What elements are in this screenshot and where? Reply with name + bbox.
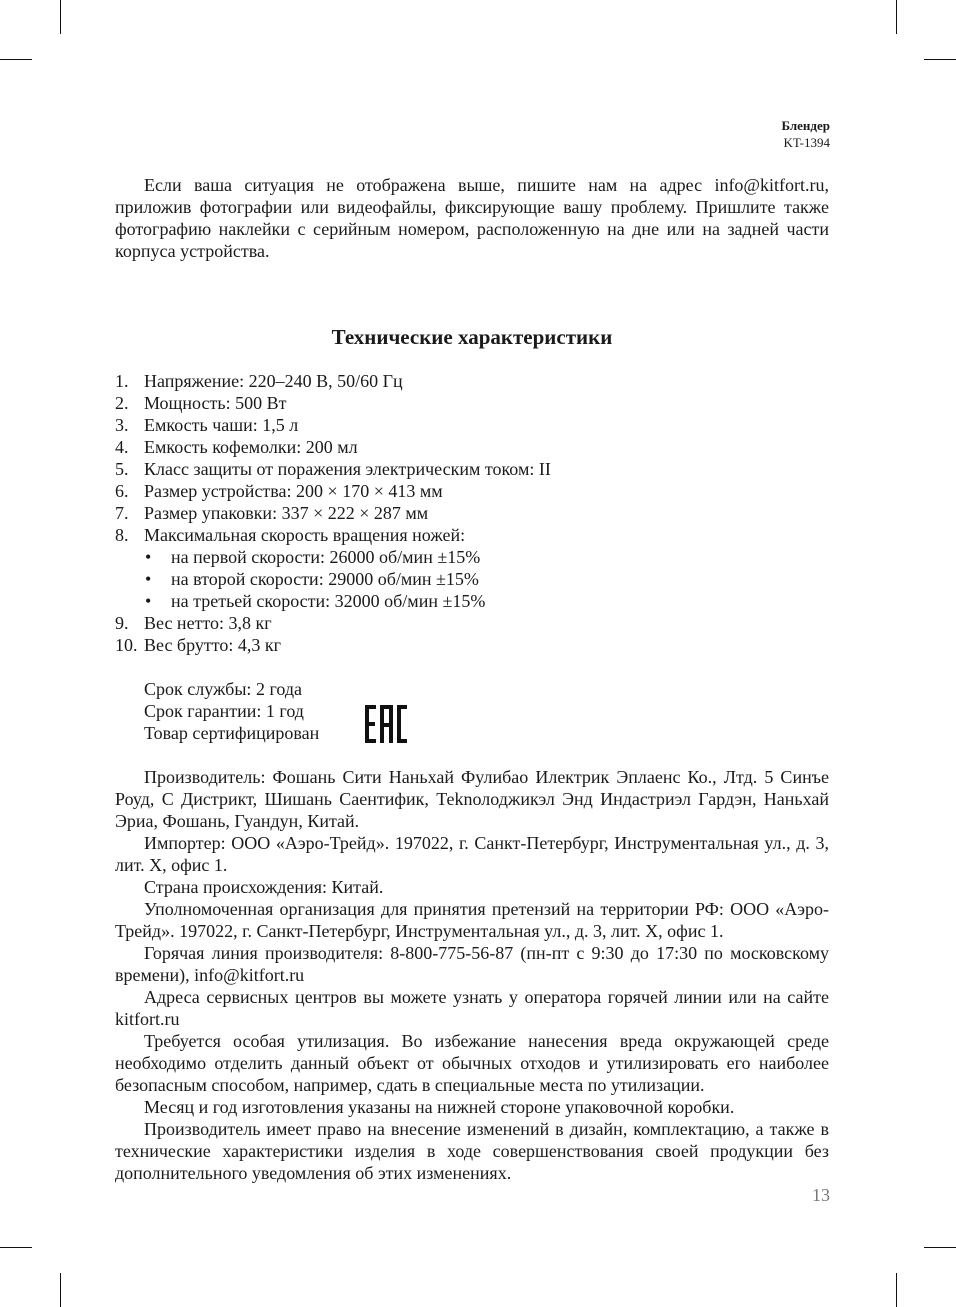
service-life: Срок службы: 2 года — [144, 679, 303, 699]
crop-mark — [896, 0, 897, 34]
claims-paragraph: Уполномоченная организация для принятия претензий на территории РФ: ООО «Аэро-Трейд». 197022, г. Санкт-Петербург, Инструментальная ул., д. 3, лит. Х, офис 1. — [115, 899, 829, 941]
warranty-period: Срок гарантии: 1 год — [144, 701, 304, 721]
origin-paragraph: Страна происхождения: Китай. — [144, 877, 384, 897]
service-centers-paragraph: Адреса сервисных центров вы можете узнать у оператора горячей линии или на сайте kitfort.ru — [115, 987, 829, 1029]
legal-section — [115, 766, 829, 1184]
crop-mark — [924, 59, 956, 60]
spec-item: 2. Мощность: 500 Вт — [115, 393, 287, 413]
speed-item: • на третьей скорости: 32000 об/мин ±15% — [145, 591, 486, 611]
crop-mark — [0, 59, 32, 60]
spec-item: 4. Емкость кофемолки: 200 мл — [115, 437, 358, 457]
speed-list — [115, 546, 829, 612]
speed-item: • на второй скорости: 29000 об/мин ±15% — [145, 569, 479, 589]
intro-paragraph: Если ваша ситуация не отображена выше, пишите нам на адрес info@kitfort.ru, приложив фотографии или видеофайлы, фиксирующие вашу проблему. Пришлите также фотографию наклейки с серийным номером, расположенную на дне или на задней части корпуса устройства. — [115, 175, 829, 261]
spec-item: 3. Емкость чаши: 1,5 л — [115, 415, 299, 435]
header-model: KT-1394 — [783, 135, 830, 150]
spec-item: 10. Вес брутто: 4,3 кг — [115, 635, 281, 655]
intro-section — [115, 174, 829, 262]
hotline-paragraph: Горячая линия производителя: 8-800-775-56-87 (пн-пт с 9:30 до 17:30 по московскому времени), info@kitfort.ru — [115, 943, 829, 985]
spec-item: 7. Размер упаковки: 337 × 222 × 287 мм — [115, 503, 429, 523]
crop-mark — [0, 1247, 32, 1248]
manufacturer-paragraph: Производитель: Фошань Сити Наньхай Фулибао Илектрик Эплаенс Ко., Лтд. 5 Синъе Роуд, С Дистрикт, Шишань Саентифик, Теknолоджикэл Энд Индастриэл Гардэн, Наньхай Эриа, Фошань, Гуандун, Китай. — [115, 767, 829, 831]
service-info — [115, 678, 858, 744]
specs-title: Технические характеристики — [331, 325, 613, 349]
page-number: 13 — [812, 1185, 830, 1205]
certified-text: Товар сертифицирован — [144, 723, 320, 743]
disposal-paragraph: Требуется особая утилизация. Во избежание нанесения вреда окружающей среде необходимо отделить данный объект от обычных отходов и утилизировать его наиболее безопасным способом, например, сдать в специальные места по утилизации. — [115, 1031, 829, 1095]
crop-mark — [60, 1273, 61, 1307]
changes-paragraph: Производитель имеет право на внесение изменений в дизайн, комплектацию, а также в технические характеристики изделия в ходе совершенствования своей продукции без дополнительного уведомления об этих изменениях. — [115, 1119, 829, 1183]
running-header — [781, 117, 830, 151]
spec-item: 9. Вес нетто: 3,8 кг — [115, 613, 272, 633]
spec-item: 6. Размер устройства: 200 × 170 × 413 мм — [115, 481, 443, 501]
crop-mark — [896, 1273, 897, 1307]
importer-paragraph: Импортер: ООО «Аэро-Трейд». 197022, г. Санкт-Петербург, Инструментальная ул., д. 3, лит. Х, офис 1. — [115, 833, 829, 875]
manufacture-date-paragraph: Месяц и год изготовления указаны на нижней стороне упаковочной коробки. — [144, 1097, 735, 1117]
spec-item: 8. Максимальная скорость вращения ножей: — [115, 525, 466, 545]
spec-item: 5. Класс защиты от поражения электрическим током: II — [115, 459, 551, 479]
header-product: Блендер — [781, 118, 830, 133]
spec-item: 1. Напряжение: 220–240 В, 50/60 Гц — [115, 371, 403, 391]
speed-item: • на первой скорости: 26000 об/мин ±15% — [145, 547, 481, 567]
crop-mark — [60, 0, 61, 34]
eac-logo-icon — [365, 705, 407, 743]
specs-list — [115, 370, 829, 656]
crop-mark — [924, 1247, 956, 1248]
